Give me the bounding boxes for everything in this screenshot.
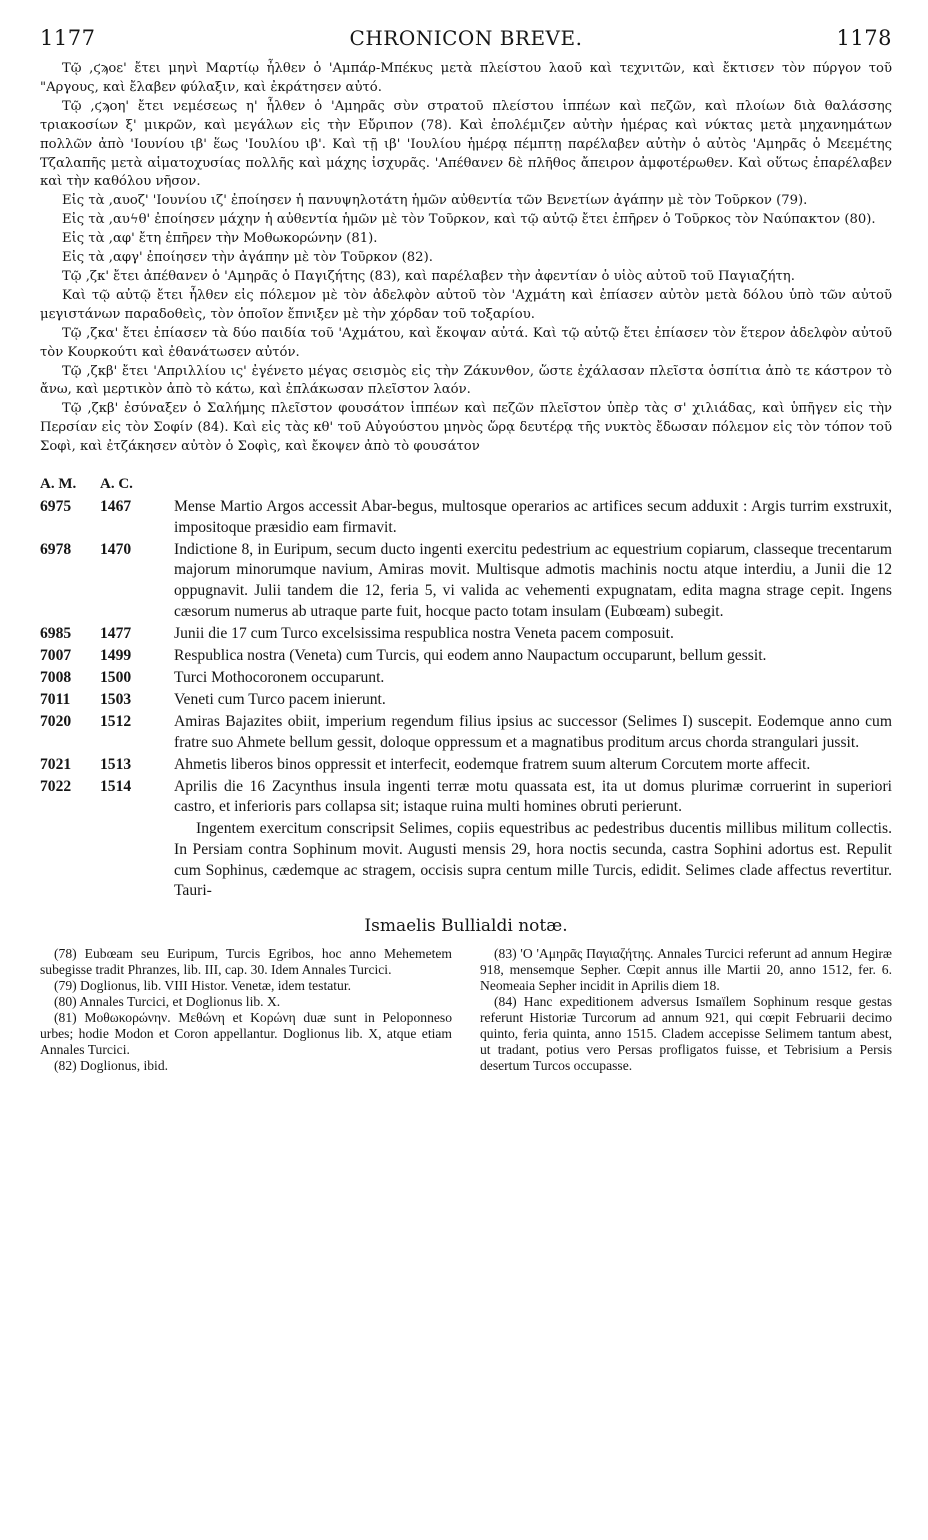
year-column-headers bbox=[40, 471, 892, 497]
footnote: (79) Doglionus, lib. VIII Histor. Venetæ, idem testatur. bbox=[54, 978, 352, 993]
greek-paragraph: Εἰς τὰ ,αφγ' ἐποίησεν τὴν ἀγάπην μὲ τὸν Τοῦρκον (82). bbox=[62, 250, 433, 266]
anno-christi: 1514 bbox=[100, 777, 132, 795]
greek-paragraph: Καὶ τῷ αὐτῷ ἔτει ἦλθεν εἰς πόλεμον μὲ τὸν ἀδελφὸν αὐτοῦ τὸν 'Αχμάτη καὶ ἐπίασεν αὐτὸν μετὰ δόλου ὑπὸ τῶν αὐτοῦ μεγιστάνων παραδοθεὶς, τὸν ὁποῖον ἔπνιξεν μὲ τὴν χόρδαν τοῦ τοξαρίου. bbox=[40, 287, 892, 322]
greek-paragraph: Τῷ ,ζκβ' ἐσύναξεν ὁ Σαλήμης πλεῖστον φουσάτον ἱππέων καὶ πεζῶν πλεῖστον ὑπὲρ τὰς σ' χιλιάδας, καὶ ὑπῆγεν εἰς τὴν Περσίαν εἰς τὸν Σοφίν (84). Καὶ εἰς τὰς κθ' τοῦ Αὐγούστου μηνὸς ὥρᾳ δευτέρᾳ τῆς νυκτὸς ἔδωσαν πόλεμον εἰς τὸν τόπον τοῦ Σοφὶ, καὶ ἐτζάκησεν αὐτὸν ὁ Σοφὶς, καὶ ἔκοψεν ἀπὸ τὸ φουσάτον bbox=[40, 401, 892, 455]
notes-title: Ismaelis Bullialdi notæ. bbox=[364, 915, 568, 936]
document-page bbox=[40, 26, 892, 1075]
anno-mundi: 7008 bbox=[40, 668, 72, 686]
footnotes bbox=[40, 946, 892, 1075]
greek-paragraph: Τῷ ,ϛϡοε' ἔτει μηνὶ Μαρτίῳ ἦλθεν ὁ 'Αμπάρ-Μπέκυς μετὰ πλείστου λαοῦ καὶ τεχνιτῶν, καὶ ἔκτισεν τὸν πύργον τοῦ "Αργους, καὶ ἔλαβεν φύλαξιν, καὶ ἐκράτησεν αὐτό. bbox=[40, 61, 892, 95]
page-header bbox=[40, 26, 892, 60]
footnote: (84) Hanc expeditionem adversus Ismaïlem Sophinum resque gestas referunt Historiæ Turcorum ad annum 921, qui cœpit Februarii decimo quinto, feria quinta, anno 1515. Cladem accepisse Selimem tantum abest, ut tradant, potius vero Persas profligatos fuisse, et Tebrisium a Persis desertum Turcos occupasse. bbox=[480, 994, 892, 1074]
latin-entry bbox=[40, 755, 892, 776]
anno-christi: 1470 bbox=[100, 540, 132, 558]
latin-translation bbox=[40, 471, 892, 902]
running-title: CHRONICON BREVE. bbox=[349, 26, 583, 50]
entry-text: Indictione 8, in Euripum, secum ducto ingenti exercitu pedestrium ac equestrium copiarum, classeque trecentarum majorum minorumque navium, Amiras movit. Multisque admotis machinis noctu atque interdiu, a Junii die 12 oppugnavit. Julii tandem die 12, feria 5, vi valida ac vehementi expugnatam, edita magna strage cepit. Ingens cæsorum numerus ab utraque parte fuit, hocque pacto totam insulam (Eubœam) subegit. bbox=[174, 540, 892, 620]
anno-mundi: 6978 bbox=[40, 540, 72, 558]
anno-mundi: 7007 bbox=[40, 646, 72, 664]
latin-continuation: Ingentem exercitum conscripsit Selimes, copiis equestribus ac pedestribus ducentis millibus militum collectis. In Persiam contra Sophinum movit. Augusti mensis 29, hora noctis secunda, castra Sophini adortus est. Repulit cum Sophinus, cædemque ac stragem, occisis supra centum mille Turcis, edidit. Selimes clade affectus revertitur. Tauri- bbox=[174, 820, 892, 900]
latin-entry bbox=[40, 646, 892, 667]
anno-christi: 1512 bbox=[100, 712, 132, 730]
greek-paragraph: Τῷ ,ζκα' ἔτει ἐπίασεν τὰ δύο παιδία τοῦ 'Αχμάτου, καὶ ἔκοψαν αὐτά. Καὶ τῷ αὐτῷ ἔτει ἐπίασεν τὸν ἕτερον ἀδελφὸν αὐτοῦ τὸν Κουρκούτι καὶ ἐθανάτωσεν αὐτόν. bbox=[40, 325, 892, 360]
anno-mundi: 6985 bbox=[40, 624, 72, 642]
footnote: (83) 'Ο 'Αμηρᾶς Παγιαζήτης. Annales Turcici referunt ad annum Hegiræ 918, mensemque Sepher. Cœpit annus ille Martii 20, anno 1512, fer. 6. Neomeaia Sepher incidit in Aprilis diem 18. bbox=[480, 945, 892, 993]
latin-entry bbox=[40, 712, 892, 753]
anno-mundi: 7011 bbox=[40, 690, 71, 708]
anno-christi-header: A. C. bbox=[100, 475, 133, 492]
entry-text: Veneti cum Turco pacem inierunt. bbox=[174, 690, 386, 708]
entry-text: Mense Martio Argos accessit Abar-begus, multosque operarios ac artifices secum adduxit : Argis turrim exstruxit, impositoque præsidio eam firmavit. bbox=[174, 498, 892, 536]
anno-christi: 1467 bbox=[100, 498, 132, 516]
footnote: (81) Μοθωκορώνην. Μεθώνη et Κορώνη duæ sunt in Peloponneso urbes; hodie Modon et Coron appellantur. Doglionus lib. X, atque etiam Annales Turcici. bbox=[40, 1010, 452, 1058]
anno-christi: 1503 bbox=[100, 690, 132, 708]
footnote: (82) Doglionus, ibid. bbox=[54, 1058, 169, 1074]
entry-text: Respublica nostra (Veneta) cum Turcis, qui eodem anno Naupactum occuparunt, bellum gessit. bbox=[174, 646, 767, 664]
footnote: (80) Annales Turcici, et Doglionus lib. X. bbox=[54, 994, 281, 1010]
entry-text: Aprilis die 16 Zacynthus insula ingenti terræ motu quassata est, ita ut domus plurimæ corruerint in superiori castro, et inferioris pars collapsa sit; istaque ruina multi homines obruti perierunt. bbox=[174, 777, 892, 816]
anno-christi: 1513 bbox=[100, 755, 132, 773]
anno-christi: 1499 bbox=[100, 646, 132, 664]
footnote: (78) Eubœam seu Euripum, Turcis Egribos, hoc anno Mehemetem subegisse tradit Phranzes, lib. III, cap. 30. Idem Annales Turcici. bbox=[40, 945, 452, 977]
greek-paragraph: Τῷ ,ζκβ' ἔτει 'Απριλλίου ις' ἐγένετο μέγας σεισμὸς εἰς τὴν Ζάκυνθον, ὥστε ἐχάλασαν πλεῖστα ὁσπίτια ἀπὸ τε κάστρον τὸ ἄνω, καὶ μερτικὸν ἀπὸ τὸ κάτω, καὶ ἐπλάκωσαν πλεῖστον λαόν. bbox=[40, 363, 892, 398]
latin-entry bbox=[40, 497, 892, 538]
greek-paragraph: Εἰς τὰ ,αυϟθ' ἐποίησεν μάχην ἡ αὐθεντία ἡμῶν μὲ τὸν Τοῦρκον, καὶ τῷ αὐτῷ ἔτει ἐπῆρεν ὁ Τοῦρκος τὸν Ναύπακτον (80). bbox=[62, 212, 876, 228]
anno-mundi: 7021 bbox=[40, 755, 72, 773]
entry-text: Amiras Bajazites obiit, imperium regendum filius ipsius ac successor (Selimes I) suscepit. Eodemque anno cum fratre suo Ahmete bellum gessit, doloque oppressum et a magnatibus proditum arcus chorda strangulari jussit. bbox=[174, 712, 892, 751]
page-number-right: 1178 bbox=[836, 26, 892, 50]
greek-paragraph: Εἰς τὰ ,αυοζ' 'Ιουνίου ιζ' ἐποίησεν ἡ πανυψηλοτάτη ἡμῶν αὐθεντία τῶν Βενετίων ἀγάπην μὲ τὸν Τοῦρκον (79). bbox=[62, 193, 808, 209]
greek-paragraph: Τῷ ,ϛϡοη' ἔτει νεμέσεως η' ἦλθεν ὁ 'Αμηρᾶς σὺν στρατοῦ πλείστου ἱππέων καὶ πεζῶν, καὶ πλοίων διὰ θαλάσσης τριακοσίων ξ' μικρῶν, καὶ μεγάλων εἰς τὴν Εὔριπον (78). Καὶ ἐπολέμιζεν αὐτὴν ἡμέρας καὶ νύκτας μετὰ μηχανημάτων πολλῶν ἀπὸ 'Ιουνίου ιβ' ἕως 'Ιουλίου ιβ'. Καὶ τῇ ιβ' 'Ιουλίου ἡμέρᾳ πέμπτῃ παρέλαβεν αὐτὴν ὁ αὐτὸς 'Αμηρᾶς ὁ Μεεμέτης Τζαλαπῆς μετὰ αἱματοχυσίας πολλῆς καὶ μάχης ἰσχυρᾶς. 'Απέθανεν δὲ πλῆθος ἄπειρον ἀμφοτέρωθεν. Καὶ οὕτως ἐπαρέλαβεν καὶ τὴν καθόλου νῆσον. bbox=[40, 98, 892, 190]
latin-entry bbox=[40, 540, 892, 622]
anno-mundi-header: A. M. bbox=[40, 475, 77, 492]
latin-entry bbox=[40, 690, 892, 711]
latin-entry bbox=[40, 624, 892, 645]
greek-paragraph: Τῷ ,ζκ' ἔτει ἀπέθανεν ὁ 'Αμηρᾶς ὁ Παγιζήτης (83), καὶ παρέλαβεν τὴν ἀφεντίαν ὁ υἱὸς αὐτοῦ τοῦ Παγιαζήτη. bbox=[62, 268, 795, 284]
footnotes-right-column bbox=[480, 946, 892, 1075]
page-number-left: 1177 bbox=[40, 26, 96, 50]
anno-christi: 1500 bbox=[100, 668, 132, 686]
anno-mundi: 7022 bbox=[40, 777, 72, 795]
anno-mundi: 6975 bbox=[40, 498, 72, 516]
latin-entry bbox=[40, 668, 892, 689]
entry-text: Junii die 17 cum Turco excelsissima respublica nostra Veneta pacem composuit. bbox=[174, 624, 674, 642]
anno-mundi: 7020 bbox=[40, 712, 72, 730]
greek-text bbox=[40, 60, 892, 457]
anno-christi: 1477 bbox=[100, 624, 132, 642]
greek-paragraph: Εἰς τὰ ,αφ' ἔτη ἐπῆρεν τὴν Μοθωκορώνην (81). bbox=[62, 231, 378, 247]
latin-entry bbox=[40, 777, 892, 818]
entry-text: Ahmetis liberos binos oppressit et interfecit, eodemque fratrem suum alterum Corcutem morte affecit. bbox=[174, 755, 811, 773]
entry-text: Turci Mothocoronem occuparunt. bbox=[174, 668, 385, 686]
footnotes-left-column bbox=[40, 946, 452, 1075]
